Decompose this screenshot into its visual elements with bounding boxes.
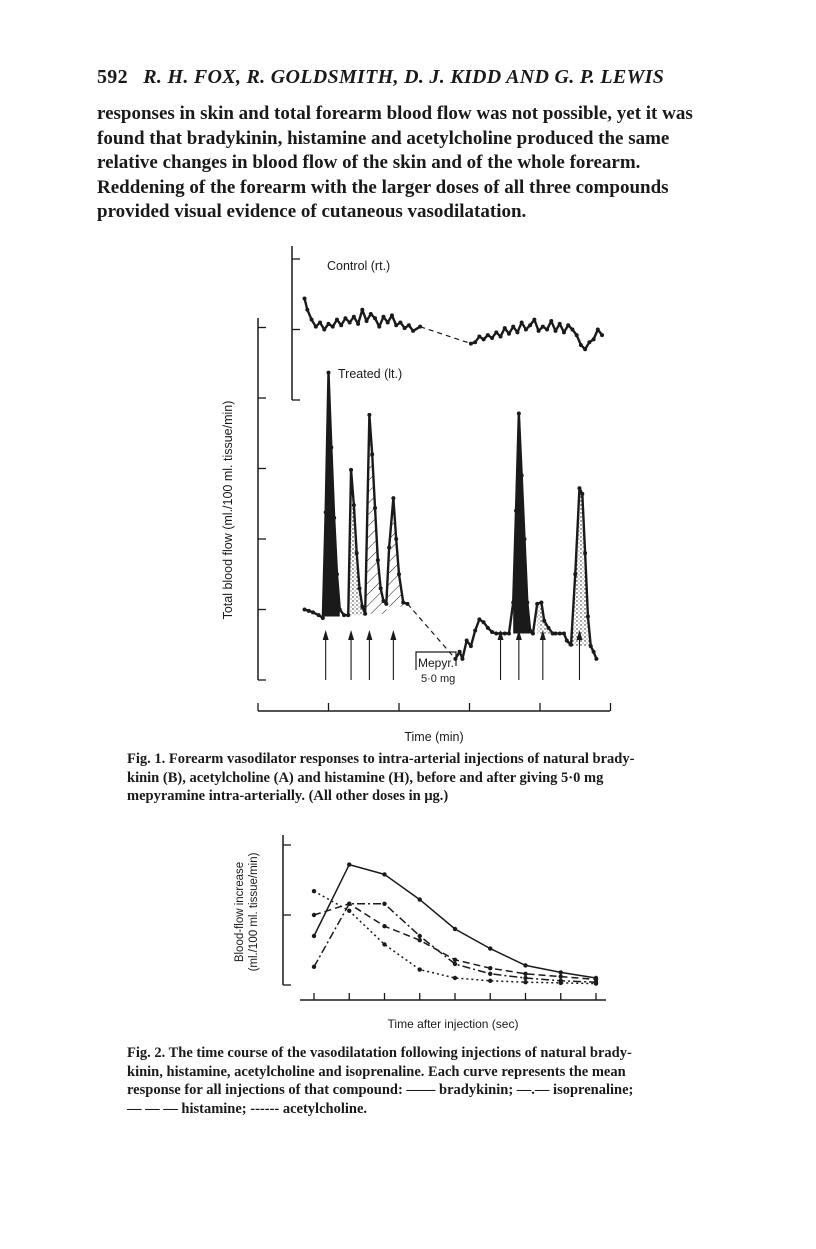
data-point: [579, 343, 583, 347]
point-bradykinin: [453, 927, 457, 931]
point-bradykinin: [382, 872, 386, 876]
data-point: [338, 608, 342, 612]
data-point: [528, 323, 532, 327]
data-point: [522, 537, 526, 541]
caption-line: — — — histamine; ------ acetylcholine.: [127, 1100, 368, 1117]
point-acetylcholine: [488, 979, 492, 983]
data-point: [542, 619, 546, 623]
data-point: [307, 609, 311, 613]
fig2-y-label-2: (ml./100 ml. tissue/min): [248, 852, 260, 972]
data-point: [554, 329, 558, 333]
body-line: found that bradykinin, histamine and acetylcholine produced the same: [97, 127, 670, 149]
data-point: [391, 496, 395, 500]
fig2-points: [312, 862, 598, 985]
data-point: [503, 631, 507, 635]
data-point: [327, 371, 331, 375]
data-point: [356, 322, 360, 326]
data-point: [490, 630, 494, 634]
point-histamine: [594, 977, 598, 981]
data-point: [321, 616, 325, 620]
data-point: [569, 643, 573, 647]
data-point: [418, 325, 422, 329]
data-point: [532, 318, 536, 322]
data-point: [586, 615, 590, 619]
data-point: [387, 545, 391, 549]
data-point: [397, 572, 401, 576]
data-point: [346, 613, 350, 617]
point-acetylcholine: [594, 981, 598, 985]
data-point: [469, 644, 473, 648]
data-point: [381, 599, 385, 603]
point-histamine: [312, 913, 316, 917]
data-point: [348, 320, 352, 324]
point-acetylcholine: [559, 981, 563, 985]
data-point: [324, 510, 328, 514]
data-point: [343, 316, 347, 320]
caption-line: kinin (B), acetylcholine (A) and histamine (H), before and after giving 5·0 mg: [127, 769, 604, 786]
data-point: [494, 631, 498, 635]
arrow-head: [366, 630, 372, 640]
data-point: [407, 323, 411, 327]
body-line: Reddening of the forearm with the larger doses of all three compounds: [97, 176, 669, 198]
data-point: [339, 323, 343, 327]
data-point: [390, 313, 394, 317]
y-ticks: [258, 328, 266, 681]
data-point: [394, 537, 398, 541]
point-acetylcholine: [453, 976, 457, 980]
y-axis-label: Total blood flow (ml./100 ml. tissue/min): [221, 400, 235, 620]
data-point: [517, 412, 521, 416]
data-point: [486, 333, 490, 337]
data-point: [384, 602, 388, 606]
data-point: [327, 322, 331, 326]
data-point: [335, 318, 339, 322]
data-point: [381, 315, 385, 319]
data-point: [473, 629, 477, 633]
data-point: [355, 551, 359, 555]
data-point: [482, 620, 486, 624]
data-point: [310, 318, 314, 322]
data-point: [352, 503, 356, 507]
data-point: [570, 328, 574, 332]
data-point: [342, 613, 346, 617]
point-isoprenaline: [418, 934, 422, 938]
data-point: [358, 586, 362, 590]
data-point: [554, 631, 558, 635]
data-point: [545, 328, 549, 332]
data-point: [465, 639, 469, 643]
data-point: [314, 325, 318, 329]
data-point: [477, 335, 481, 339]
fig2-y-label-1: Blood-flow increase: [234, 861, 246, 963]
data-point: [546, 626, 550, 630]
data-point: [594, 657, 598, 661]
data-point: [539, 600, 543, 604]
data-point: [596, 328, 600, 332]
series-acetylcholine: [314, 891, 596, 983]
point-histamine: [382, 924, 386, 928]
fig1-caption: [127, 750, 713, 806]
data-point: [373, 506, 377, 510]
data-point: [405, 602, 409, 606]
data-point: [558, 322, 562, 326]
data-point: [349, 468, 353, 472]
data-point: [394, 323, 398, 327]
data-point: [592, 337, 596, 341]
data-point: [520, 474, 524, 478]
point-bradykinin: [559, 970, 563, 974]
data-point: [507, 631, 511, 635]
data-point: [386, 320, 390, 324]
body-line: responses in skin and total forearm blood flow was not possible, yet it was: [97, 103, 693, 124]
caption-line: Fig. 1. Forearm vasodilator responses to intra-arterial injections of natural brady-: [127, 751, 635, 767]
data-point: [411, 329, 415, 333]
point-isoprenaline: [382, 902, 386, 906]
arrow-head: [390, 630, 396, 640]
data-point: [558, 631, 562, 635]
data-point: [549, 319, 553, 323]
data-point: [458, 650, 462, 654]
mepyramine-label: Mepyr.: [418, 656, 455, 670]
data-point: [401, 600, 405, 604]
caption-line: Fig. 2. The time course of the vasodilatation following injections of natural brady-: [127, 1045, 632, 1061]
data-point: [541, 325, 545, 329]
data-point: [322, 328, 326, 332]
data-point: [499, 335, 503, 339]
data-point: [528, 629, 532, 633]
data-point: [335, 572, 339, 576]
data-point: [535, 602, 539, 606]
data-point: [379, 586, 383, 590]
data-point: [520, 320, 524, 324]
point-acetylcholine: [347, 909, 351, 913]
point-histamine: [347, 902, 351, 906]
x-ticks: [258, 703, 611, 711]
point-acetylcholine: [418, 967, 422, 971]
data-point: [376, 558, 380, 562]
series-histamine: [314, 904, 596, 980]
x-axis-label: Time (min): [404, 730, 464, 744]
data-point: [583, 347, 587, 351]
running-authors: R. H. FOX, R. GOLDSMITH, D. J. KIDD AND G. P. LEWIS: [143, 66, 665, 88]
data-point: [331, 325, 335, 329]
point-histamine: [418, 938, 422, 942]
data-point: [514, 509, 518, 513]
point-bradykinin: [523, 963, 527, 967]
point-histamine: [559, 974, 563, 978]
point-acetylcholine: [523, 980, 527, 984]
data-point: [303, 608, 307, 612]
figure-2: [234, 835, 606, 1031]
data-point: [403, 326, 407, 330]
data-point: [482, 337, 486, 341]
data-point: [460, 657, 464, 661]
data-point: [562, 330, 566, 334]
data-point: [369, 312, 373, 316]
data-point: [367, 413, 371, 417]
point-isoprenaline: [488, 972, 492, 976]
data-point: [469, 342, 473, 346]
data-point: [305, 308, 309, 312]
body-line: relative changes in blood flow of the skin and of the whole forearm.: [97, 152, 641, 173]
data-point: [329, 445, 333, 449]
data-point: [494, 330, 498, 334]
data-point: [580, 492, 584, 496]
data-point: [562, 631, 566, 635]
point-bradykinin: [418, 897, 422, 901]
data-point: [311, 610, 315, 614]
data-point: [352, 315, 356, 319]
caption-line: mepyramine intra-arterially. (All other doses in μg.): [127, 788, 449, 804]
caption-line: kinin, histamine, acetylcholine and isoprenaline. Each curve represents the mean: [127, 1063, 626, 1080]
data-point: [511, 600, 515, 604]
point-acetylcholine: [312, 889, 316, 893]
data-point: [360, 308, 364, 312]
caption-line: response for all injections of that compound: —— bradykinin; —.— isoprenaline;: [127, 1082, 634, 1098]
data-point: [398, 320, 402, 324]
fig2-caption: [127, 1044, 713, 1118]
page-number: 592: [97, 66, 128, 88]
data-point: [377, 325, 381, 329]
data-point: [565, 639, 569, 643]
data-point: [507, 332, 511, 336]
data-point: [575, 333, 579, 337]
data-point: [360, 605, 364, 609]
data-point: [486, 626, 490, 630]
data-point: [537, 329, 541, 333]
data-point: [577, 486, 581, 490]
figure-1: [221, 246, 611, 744]
point-bradykinin: [312, 934, 316, 938]
data-point: [573, 572, 577, 576]
point-bradykinin: [347, 862, 351, 866]
point-acetylcholine: [382, 942, 386, 946]
arrow-head: [498, 630, 504, 640]
data-point: [317, 613, 321, 617]
arrow-head: [348, 630, 354, 640]
body-line: provided visual evidence of cutaneous vasodilatation.: [97, 201, 527, 222]
mepyramine-dose: 5·0 mg: [421, 673, 456, 685]
fig2-x-label: Time after injection (sec): [387, 1017, 519, 1031]
data-point: [363, 612, 367, 616]
point-histamine: [453, 958, 457, 962]
point-isoprenaline: [523, 976, 527, 980]
data-point: [318, 320, 322, 324]
point-bradykinin: [488, 946, 492, 950]
data-point: [332, 516, 336, 520]
data-point: [524, 328, 528, 332]
series-line-0-a: [305, 298, 421, 330]
data-point: [600, 333, 604, 337]
point-isoprenaline: [453, 962, 457, 966]
fig2-y-ticks: [283, 845, 291, 985]
point-histamine: [523, 972, 527, 976]
control-label: Control (rt.): [327, 259, 391, 273]
data-point: [583, 551, 587, 555]
control-y-ticks: [292, 259, 300, 400]
series-gap-dashed: [407, 604, 455, 659]
arrow-head: [323, 630, 329, 640]
data-point: [531, 631, 535, 635]
data-point: [503, 326, 507, 330]
data-point: [370, 452, 374, 456]
point-histamine: [488, 966, 492, 970]
data-point: [477, 617, 481, 621]
data-point: [566, 323, 570, 327]
data-lines: [305, 298, 603, 658]
data-point: [303, 296, 307, 300]
data-point: [473, 340, 477, 344]
data-point: [587, 340, 591, 344]
point-isoprenaline: [312, 965, 316, 969]
data-point: [373, 316, 377, 320]
fig2-x-ticks: [314, 993, 596, 1000]
data-point: [525, 600, 529, 604]
data-point: [515, 330, 519, 334]
treated-label: Treated (lt.): [338, 367, 403, 381]
series-gap-dashed: [420, 327, 471, 344]
data-point: [365, 319, 369, 323]
data-point: [592, 650, 596, 654]
data-point: [511, 325, 515, 329]
data-point: [490, 336, 494, 340]
data-point: [589, 644, 593, 648]
